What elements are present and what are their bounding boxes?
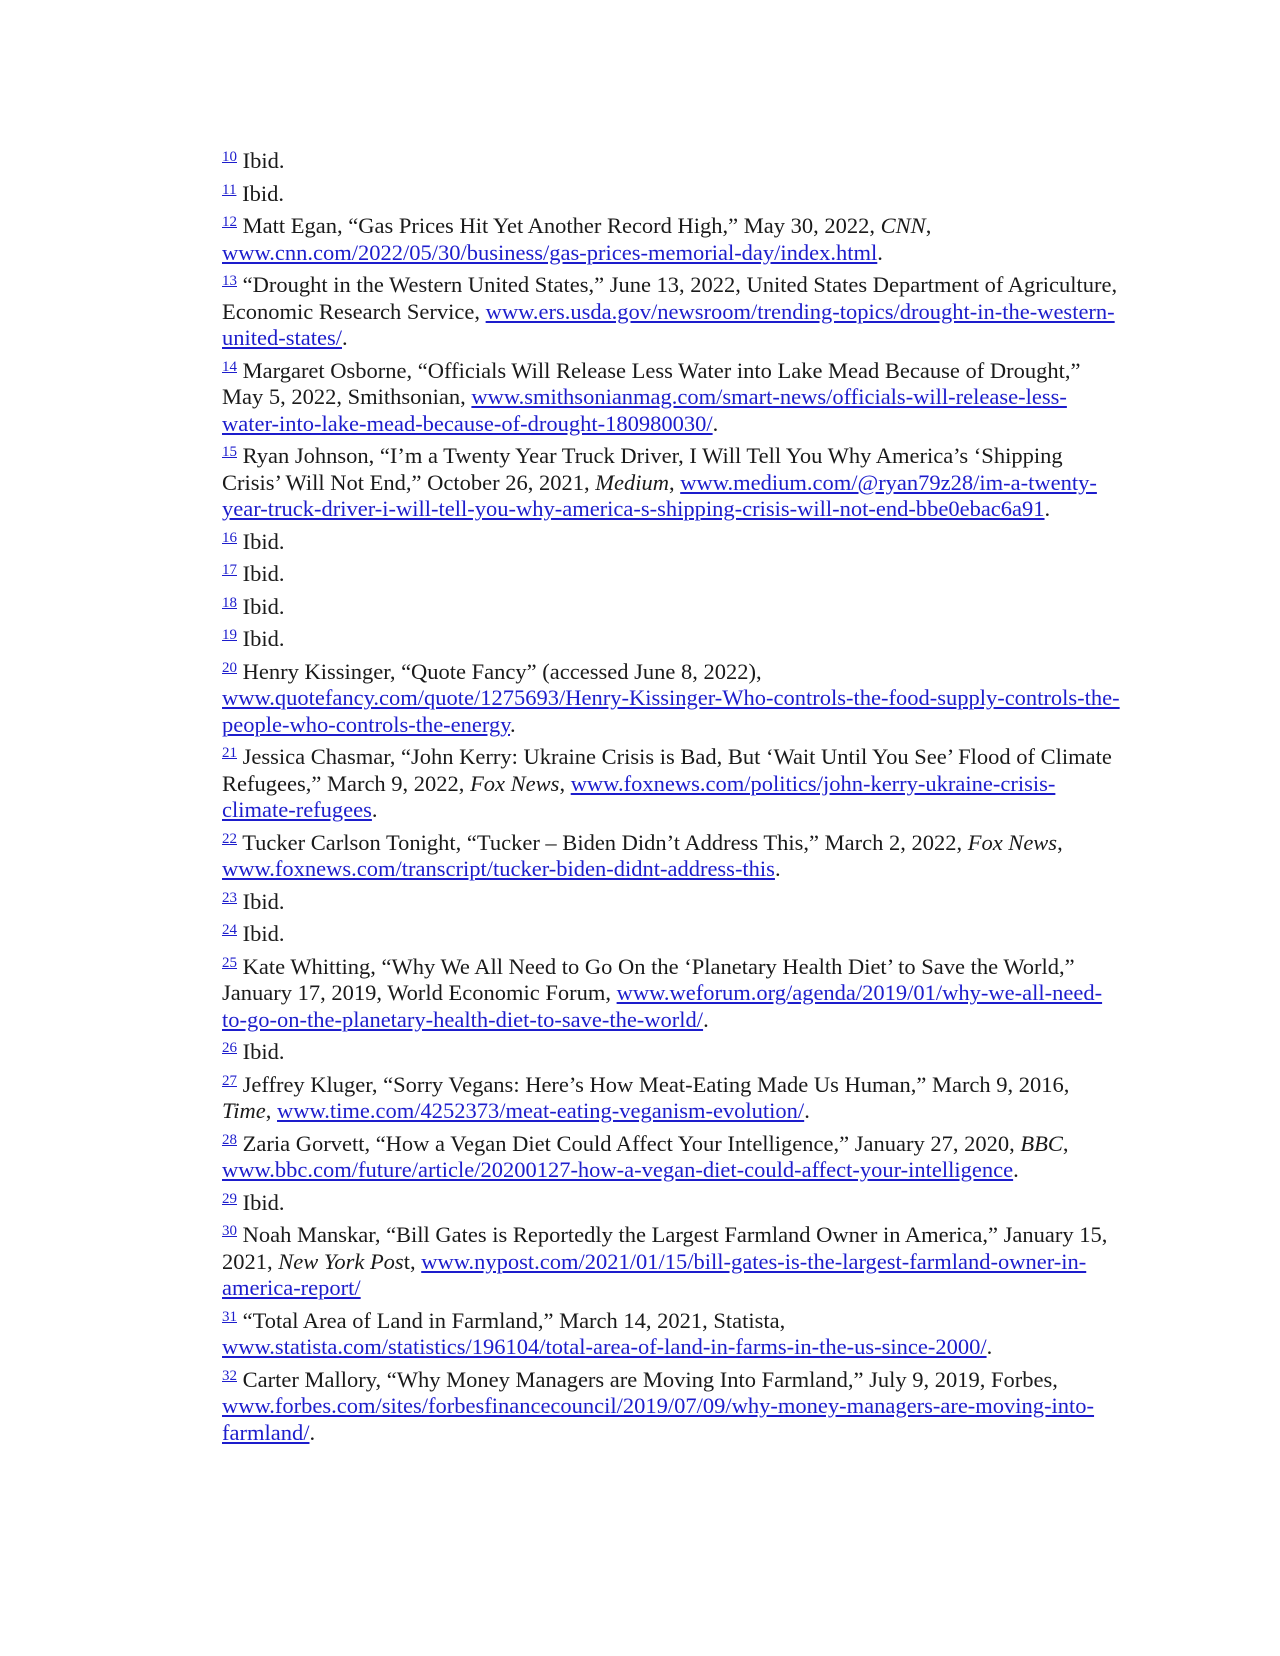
endnote-30 <box>222 1222 1122 1302</box>
citation-text: . <box>510 711 516 737</box>
citation-text: Ryan Johnson, “I’m a Twenty Year Truck Driver, I Will Tell You Why America’s ‘Shipping Crisis’ Will Not End,” October 26, 2021, <box>222 443 1063 495</box>
citation-text: , <box>1062 1130 1069 1156</box>
citation-text: Ibid. <box>242 148 285 173</box>
endnote-number-link[interactable]: 10 <box>222 149 237 165</box>
citation-text: Ibid. <box>242 1039 285 1064</box>
endnote-number-link[interactable]: 14 <box>222 358 237 375</box>
citation-text: . <box>703 1006 709 1032</box>
citation-text: Ibid. <box>242 921 285 946</box>
citation-text: . <box>986 1334 993 1359</box>
endnote-11 <box>222 181 1122 208</box>
citation-url-link[interactable]: www.smithsonianmag.com/smart-news/officials-will-release-less-water-into-lake-mead-because-of-drought-180980030/ <box>222 384 1067 436</box>
citation-text: Henry Kissinger, “Quote Fancy” (accessed June 8, 2022), <box>242 658 762 684</box>
citation-url-link[interactable]: www.quotefancy.com/quote/1275693/Henry-Kissinger-Who-controls-the-food-supply-controls-the-people-who-controls-the-energy <box>222 685 1120 737</box>
endnote-number-link[interactable]: 16 <box>222 529 237 546</box>
citation-text: , <box>265 1098 278 1123</box>
citation-text: . <box>1013 1157 1019 1182</box>
publication-title: Medium <box>595 469 669 495</box>
citation-text: , <box>559 770 571 796</box>
citation-text: Margaret Osborne, “Officials Will Release Less Water into Lake Mead Because of Drought,” May 5, 2022, Smithsonian, <box>222 357 1081 409</box>
endnote-32 <box>222 1367 1122 1447</box>
citation-text: Noah Manskar, “Bill Gates is Reportedly the Largest Farmland Owner in America,” January 15, 2021, <box>222 1222 1108 1274</box>
endnote-number-link[interactable]: 26 <box>222 1040 237 1056</box>
endnote-number-link[interactable]: 32 <box>222 1367 237 1384</box>
publication-title: Fox News <box>470 770 560 796</box>
citation-url-link[interactable]: www.foxnews.com/transcript/tucker-biden-didnt-address-this <box>222 856 775 881</box>
citation-url-link[interactable]: www.bbc.com/future/article/20200127-how-a-vegan-diet-could-affect-your-intelligence <box>222 1157 1014 1182</box>
citation-text: . <box>774 856 781 881</box>
endnote-16 <box>222 529 1122 556</box>
endnote-number-link[interactable]: 17 <box>222 562 237 578</box>
citation-url-link[interactable]: www.ers.usda.gov/newsroom/trending-topics/drought-in-the-western-united-states/ <box>222 298 1115 350</box>
citation-text: Ibid. <box>242 180 284 206</box>
citation-url-link[interactable]: www.time.com/4252373/meat-eating-veganism-evolution/ <box>277 1098 805 1123</box>
endnote-28 <box>222 1131 1122 1184</box>
citation-url-link[interactable]: www.forbes.com/sites/forbesfinancecouncil/2019/07/09/why-money-managers-are-moving-into-farmland/ <box>222 1393 1095 1445</box>
endnote-number-link[interactable]: 24 <box>222 922 237 938</box>
endnote-number-link[interactable]: 21 <box>222 745 237 761</box>
endnote-number-link[interactable]: 11 <box>222 181 237 198</box>
endnote-12 <box>222 213 1122 266</box>
endnote-24 <box>222 921 1122 948</box>
endnote-15 <box>222 443 1122 523</box>
citation-text: . <box>712 410 719 436</box>
citation-text: t, <box>403 1248 422 1274</box>
citation-text: , <box>668 469 681 495</box>
citation-text: Matt Egan, “Gas Prices Hit Yet Another Record High,” May 30, 2022, <box>242 213 881 238</box>
citation-text: Ibid. <box>242 626 285 651</box>
citation-text: “Total Area of Land in Farmland,” March 14, 2021, Statista, <box>242 1307 786 1333</box>
citation-url-link[interactable]: www.statista.com/statistics/196104/total-area-of-land-in-farms-in-the-us-since-2000/ <box>222 1334 987 1359</box>
endnote-number-link[interactable]: 19 <box>222 627 237 643</box>
endnote-22 <box>222 830 1122 883</box>
endnote-31 <box>222 1308 1122 1361</box>
citation-text: . <box>371 797 378 822</box>
citation-text: . <box>877 239 883 265</box>
endnote-number-link[interactable]: 25 <box>222 954 237 971</box>
endnotes-list <box>222 148 1122 1452</box>
endnote-25 <box>222 954 1122 1034</box>
endnote-number-link[interactable]: 29 <box>222 1190 237 1207</box>
endnote-17 <box>222 561 1122 588</box>
citation-text: , <box>1057 829 1063 855</box>
endnote-number-link[interactable]: 30 <box>222 1223 237 1239</box>
endnote-20 <box>222 659 1122 739</box>
endnote-number-link[interactable]: 22 <box>222 830 237 847</box>
citation-text: Kate Whitting, “Why We All Need to Go On the ‘Planetary Health Diet’ to Save the World,” January 17, 2019, World Economic Forum, <box>222 953 1075 1005</box>
citation-text: . <box>341 325 348 350</box>
citation-url-link[interactable]: www.weforum.org/agenda/2019/01/why-we-all-need-to-go-on-the-planetary-health-diet-to-save-the-world/ <box>222 980 1103 1032</box>
citation-text: Ibid. <box>242 561 285 586</box>
citation-text: Jessica Chasmar, “John Kerry: Ukraine Crisis is Bad, But ‘Wait Until You See’ Flood of Climate Refugees,” March 9, 2022, <box>222 744 1112 796</box>
citation-text: . <box>309 1419 316 1445</box>
endnote-19 <box>222 626 1122 653</box>
endnote-29 <box>222 1190 1122 1217</box>
endnote-number-link[interactable]: 13 <box>222 273 237 289</box>
citation-text: . <box>1044 496 1051 521</box>
endnote-number-link[interactable]: 27 <box>222 1072 237 1089</box>
endnote-number-link[interactable]: 18 <box>222 594 237 611</box>
endnote-number-link[interactable]: 23 <box>222 889 237 906</box>
citation-url-link[interactable]: www.cnn.com/2022/05/30/business/gas-prices-memorial-day/index.html <box>222 239 878 265</box>
endnote-27 <box>222 1072 1122 1125</box>
citation-text: Carter Mallory, “Why Money Managers are Moving Into Farmland,” July 9, 2019, Forbes, <box>242 1366 1058 1392</box>
endnote-number-link[interactable]: 28 <box>222 1131 237 1148</box>
citation-text: , <box>925 213 932 238</box>
endnote-10 <box>222 148 1122 175</box>
citation-url-link[interactable]: www.nypost.com/2021/01/15/bill-gates-is-the-largest-farmland-owner-in-america-report/ <box>222 1248 1087 1300</box>
citation-text: . <box>804 1098 810 1123</box>
citation-text: Jeffrey Kluger, “Sorry Vegans: Here’s How Meat-Eating Made Us Human,” March 9, 2016, <box>242 1071 1070 1097</box>
publication-title: Fox News <box>967 829 1058 855</box>
publication-title: CNN <box>880 213 926 238</box>
citation-text: “Drought in the Western United States,” June 13, 2022, United States Department of Agriculture, Economic Research Service, <box>222 272 1118 324</box>
endnote-number-link[interactable]: 31 <box>222 1308 237 1325</box>
publication-title: New York Pos <box>278 1248 404 1274</box>
citation-text: Ibid. <box>242 1189 285 1215</box>
endnote-23 <box>222 889 1122 916</box>
citation-text: Ibid. <box>242 593 285 619</box>
endnote-number-link[interactable]: 15 <box>222 444 237 460</box>
endnote-14 <box>222 358 1122 438</box>
citation-text: Zaria Gorvett, “How a Vegan Diet Could Affect Your Intelligence,” January 27, 2020, <box>242 1130 1021 1156</box>
publication-title: BBC <box>1020 1130 1063 1156</box>
endnote-26 <box>222 1039 1122 1066</box>
publication-title: Time <box>222 1098 266 1123</box>
endnote-number-link[interactable]: 12 <box>222 214 237 230</box>
citation-text: Ibid. <box>242 528 285 554</box>
citation-url-link[interactable]: www.medium.com/@ryan79z28/im-a-twenty-year-truck-driver-i-will-tell-you-why-america-s-shipping-crisis-will-not-end-bbe0ebac6a91 <box>222 469 1097 521</box>
citation-url-link[interactable]: www.foxnews.com/politics/john-kerry-ukraine-crisis-climate-refugees <box>222 770 1056 822</box>
endnote-18 <box>222 594 1122 621</box>
endnote-13 <box>222 272 1122 352</box>
citation-text: Ibid. <box>242 888 285 914</box>
endnote-number-link[interactable]: 20 <box>222 659 237 676</box>
endnote-21 <box>222 744 1122 824</box>
citation-text: Tucker Carlson Tonight, “Tucker – Biden Didn’t Address This,” March 2, 2022, <box>242 829 968 855</box>
